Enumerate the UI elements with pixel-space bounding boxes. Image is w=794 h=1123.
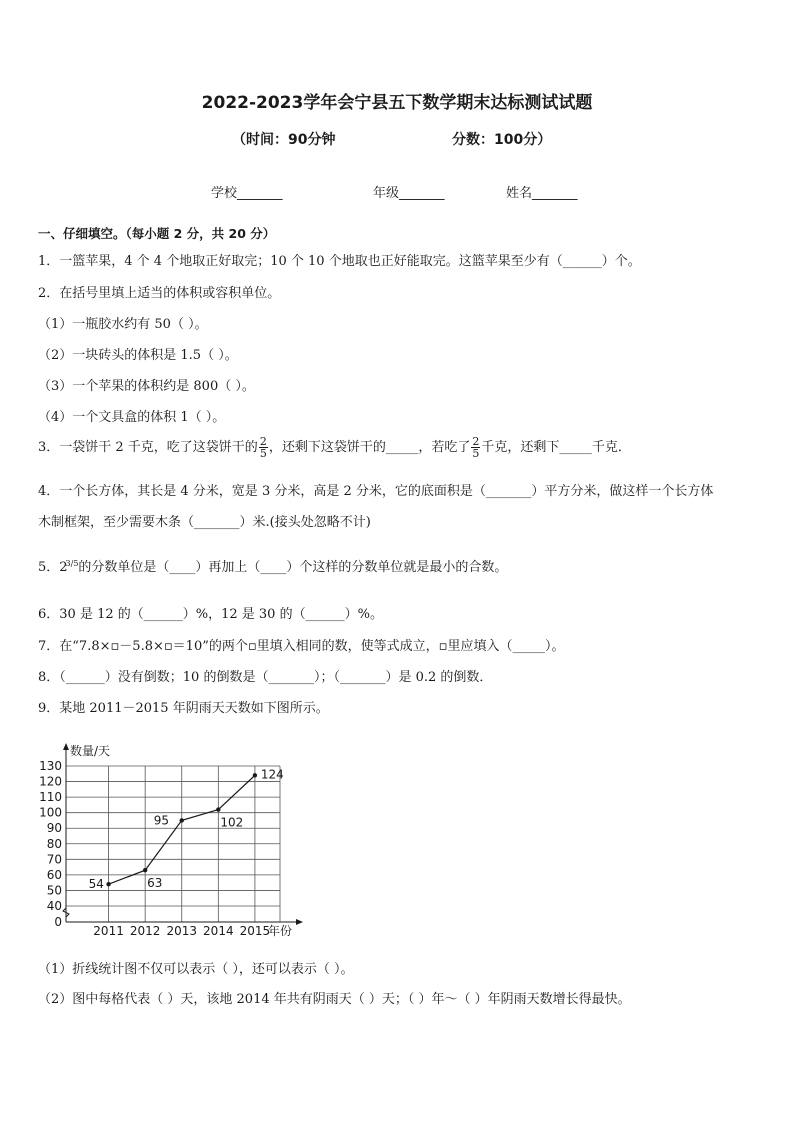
- question-4-line-2: 木制框架，至少需要木条（_______）米.(接头处忽略不计): [38, 515, 371, 530]
- question-7: 7．在“7.8×▫－5.8×▫＝10”的两个▫里填入相同的数，使等式成立，▫里应填入（_____）。: [38, 639, 565, 654]
- exam-score: 分数：100分）: [452, 132, 552, 148]
- x-tick-label: 2011: [93, 924, 124, 938]
- y-tick-label: 130: [39, 759, 62, 773]
- data-label: 63: [147, 876, 163, 891]
- question-2: 2．在括号里填上适当的体积或容积单位。: [38, 286, 281, 301]
- question-9: 9．某地 2011－2015 年阴雨天天数如下图所示。: [38, 701, 329, 716]
- chart-grid: [66, 766, 280, 922]
- question-5: 5．$2^{3/5}$的分数单位是（____）再加上（____）个这样的分数单位就是最小的合数。: [38, 558, 508, 575]
- data-label: 124: [260, 767, 284, 782]
- question-9-2: （2）图中每格代表（ ）天，该地 2014 年共有阴雨天（ ）天；（ ）年～（ ）年阴雨天数增长得最快。: [38, 992, 631, 1007]
- question-2-1: （1）一瓶胶水约有 50（ ）。: [38, 317, 208, 332]
- y-tick-labels: [39, 759, 62, 929]
- question-1: 1．一篮苹果，4 个 4 个地取正好取完；10 个 10 个地取也正好能取完。这篮苹果至少有（______）个。: [38, 254, 641, 269]
- rainy-days-line-chart: [30, 738, 320, 943]
- y-tick-label: 100: [39, 805, 62, 820]
- name-field: 姓名_______: [506, 186, 578, 201]
- question-2-4: （4）一个文具盒的体积 1（ ）。: [38, 410, 226, 425]
- data-point: [216, 807, 220, 811]
- question-6: 6．30 是 12 的（______）%，12 是 30 的（______）%。: [38, 607, 383, 622]
- data-label: 54: [88, 877, 104, 892]
- school-field: 学校_______: [211, 186, 283, 201]
- data-point: [106, 882, 110, 886]
- question-2-2: （2）一块砖头的体积是 1.5（ ）。: [38, 348, 238, 363]
- fraction-two-fifths: $\frac{2}{5}$: [259, 435, 267, 460]
- data-point: [253, 773, 257, 777]
- x-tick-label: 2014: [203, 924, 234, 938]
- y-tick-label: 110: [39, 790, 62, 805]
- x-axis-arrow: [296, 919, 303, 925]
- y-tick-label: 90: [46, 821, 62, 836]
- data-point: [180, 818, 184, 822]
- x-tick-label: 2012: [129, 924, 161, 938]
- x-tick-label: 2013: [166, 924, 198, 938]
- y-tick-label: 120: [39, 774, 62, 789]
- question-4-line-1: 4．一个长方体，其长是 4 分米，宽是 3 分米，高是 2 分米，它的底面积是（_______）平方分米，做这样一个长方体: [38, 484, 714, 499]
- question-2-3: （3）一个苹果的体积约是 800（ ）。: [38, 379, 255, 394]
- question-8: 8．（______）没有倒数；10 的倒数是（_______）；（_______）是 0.2 的倒数．: [38, 670, 493, 685]
- grade-field: 年级_______: [373, 186, 445, 201]
- y-tick-label: 60: [46, 867, 62, 882]
- y-axis-label: 数量/天: [70, 744, 111, 758]
- y-tick-label: 80: [46, 836, 62, 851]
- x-tick-label: 2015: [239, 924, 271, 938]
- data-point: [143, 868, 147, 872]
- question-3: 3．一袋饼干 2 千克，吃了这袋饼干的 $\frac{2}{5}$ ，还剩下这袋饼干的_____，若吃了 $\frac{2}{5}$ 千克，还剩下_____千克．: [38, 435, 631, 460]
- data-label: 102: [220, 815, 244, 830]
- exam-time: （时间：90分钟: [232, 132, 336, 148]
- x-axis-label: 年份: [268, 924, 293, 938]
- y-tick-label: 70: [46, 852, 62, 867]
- y-axis-arrow: [63, 743, 69, 750]
- x-tick-labels: [93, 924, 270, 938]
- page-title: 2022-2023学年会宁县五下数学期末达标测试试题: [201, 93, 593, 113]
- data-label: 95: [153, 813, 170, 828]
- mixed-fraction: 3/5: [65, 558, 79, 568]
- y-tick-label: 50: [46, 883, 62, 898]
- y-tick-label: 40: [46, 899, 62, 913]
- question-9-1: （1）折线统计图不仅可以表示（ ），还可以表示（ ）。: [38, 962, 354, 977]
- y-tick-label: 0: [54, 915, 62, 929]
- section-heading: 一、仔细填空。（每小题 2 分，共 20 分）: [38, 226, 276, 241]
- fraction-two-fifths-2: $\frac{2}{5}$: [472, 435, 480, 460]
